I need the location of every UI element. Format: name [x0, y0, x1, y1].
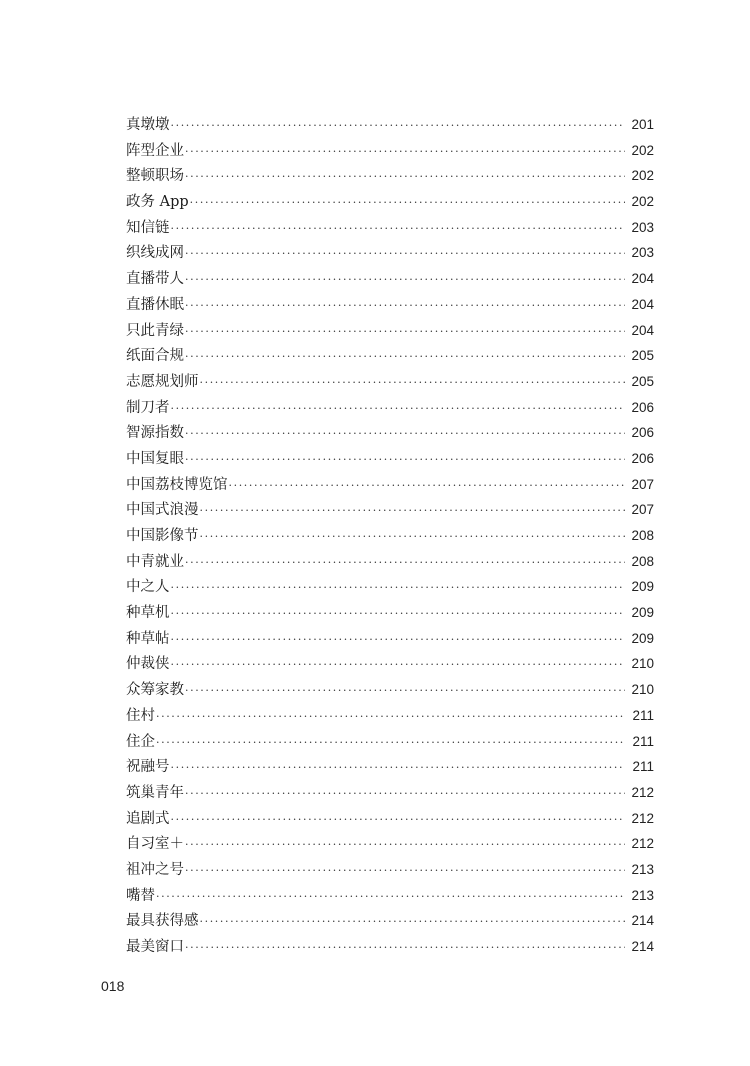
toc-entry-title: 只此青绿	[126, 322, 184, 339]
toc-entry-page-number: 201	[631, 117, 654, 132]
toc-entry-page-number: 212	[631, 810, 654, 826]
toc-entry	[126, 189, 654, 215]
toc-entry-page-number: 202	[631, 168, 654, 184]
dot-leader	[171, 396, 626, 422]
toc-entry-page-number: 208	[631, 528, 654, 543]
dot-leader	[185, 241, 625, 267]
dot-leader	[171, 627, 626, 653]
toc-entry-page-number: 205	[631, 373, 654, 389]
toc-entry	[126, 420, 654, 446]
toc-entry	[126, 934, 654, 960]
toc-entry-page-number: 207	[631, 476, 654, 492]
toc-entry	[126, 651, 654, 677]
toc-entry	[126, 831, 654, 857]
toc-entry-title: 筑巢青年	[126, 784, 184, 801]
toc-entry	[126, 806, 654, 832]
toc-entry-title: 制刀者	[126, 399, 170, 416]
toc-entry-page-number: 214	[631, 913, 654, 929]
toc-entry-title: 纸面合规	[126, 348, 184, 365]
toc-entry-title: 种草机	[126, 605, 170, 622]
toc-entry-title: 众筹家教	[126, 682, 184, 699]
toc-entry	[126, 163, 654, 189]
dot-leader	[185, 421, 625, 447]
toc-entry	[126, 754, 654, 780]
dot-leader	[200, 498, 626, 524]
toc-entry-title: 仲裁侠	[126, 656, 170, 673]
toc-entry-title: 中国荔枝博览馆	[126, 476, 228, 493]
toc-entry-page-number: 204	[631, 271, 654, 287]
toc-entry-title: 自习室＋	[126, 836, 184, 853]
toc-entry	[126, 703, 654, 729]
dot-leader	[185, 550, 625, 576]
toc-entry	[126, 729, 654, 755]
dot-leader	[200, 524, 626, 550]
toc-entry-page-number: 213	[631, 887, 654, 903]
toc-entry	[126, 472, 654, 498]
dot-leader	[190, 190, 625, 216]
dot-leader	[171, 807, 626, 833]
toc-entry-page-number: 206	[631, 450, 654, 466]
dot-leader	[171, 652, 626, 678]
toc-entry	[126, 908, 654, 934]
dot-leader	[171, 601, 626, 627]
toc-entry	[126, 292, 654, 318]
toc-entry	[126, 549, 654, 575]
toc-entry	[126, 369, 654, 395]
toc-entry-page-number: 202	[631, 142, 654, 158]
toc-entry-page-number: 209	[631, 630, 654, 646]
toc-entry	[126, 626, 654, 652]
dot-leader	[185, 293, 625, 319]
page-number: 018	[101, 978, 125, 994]
toc-entry-title: 种草帖	[126, 630, 170, 647]
toc-entry	[126, 523, 654, 549]
dot-leader	[185, 447, 625, 473]
toc-entry	[126, 240, 654, 266]
toc-entry-title: 中之人	[126, 579, 170, 596]
toc-entry-page-number: 214	[631, 939, 654, 954]
toc-entry-title: 中国式浪漫	[126, 502, 199, 519]
toc-entry	[126, 497, 654, 523]
toc-entry	[126, 446, 654, 472]
dot-leader	[229, 473, 626, 499]
dot-leader	[185, 832, 625, 858]
dot-leader	[171, 575, 626, 601]
toc-entry-title: 最美窗口	[126, 939, 184, 955]
dot-leader	[185, 164, 625, 190]
toc-entry-page-number: 209	[631, 579, 654, 595]
dot-leader	[171, 216, 626, 242]
toc-entry-title: 祝融号	[126, 759, 170, 776]
toc-entry-page-number: 209	[631, 605, 654, 621]
dot-leader	[200, 909, 626, 935]
dot-leader	[156, 704, 625, 730]
toc-entry-title: 嘴替	[126, 887, 155, 904]
dot-leader	[185, 344, 625, 370]
toc-entry-title: 真墩墩	[126, 117, 170, 133]
toc-entry-page-number: 206	[631, 425, 654, 441]
toc-entry	[126, 883, 654, 909]
dot-leader	[185, 781, 625, 807]
dot-leader	[156, 884, 625, 910]
toc-entry-title: 智源指数	[126, 425, 184, 442]
toc-entry-title: 中青就业	[126, 553, 184, 570]
toc-entry-page-number: 211	[632, 733, 654, 749]
toc-entry-title: 直播带人	[126, 271, 184, 288]
dot-leader	[171, 755, 626, 781]
toc-entry-page-number: 207	[631, 502, 654, 518]
toc-entry	[126, 318, 654, 344]
toc-entry-title: 政务 App	[126, 194, 189, 211]
toc-entry-page-number: 204	[631, 296, 654, 312]
toc-entry-title: 中国复眼	[126, 450, 184, 467]
dot-leader	[185, 935, 625, 961]
dot-leader	[171, 113, 626, 139]
toc-entry-title: 最具获得感	[126, 913, 199, 930]
toc-entry-page-number: 212	[631, 836, 654, 852]
toc-entry-page-number: 212	[631, 784, 654, 800]
table-of-contents	[126, 112, 654, 960]
toc-entry	[126, 343, 654, 369]
toc-entry-title: 住企	[126, 733, 155, 750]
toc-entry-page-number: 210	[631, 682, 654, 698]
toc-entry-title: 阵型企业	[126, 142, 184, 159]
toc-entry-page-number: 202	[631, 194, 654, 210]
toc-entry	[126, 138, 654, 164]
dot-leader	[185, 319, 625, 345]
dot-leader	[200, 370, 626, 396]
toc-entry	[126, 574, 654, 600]
dot-leader	[185, 267, 625, 293]
toc-entry	[126, 857, 654, 883]
toc-entry-title: 知信链	[126, 219, 170, 236]
toc-entry-page-number: 210	[631, 656, 654, 672]
toc-entry-page-number: 203	[631, 219, 654, 235]
toc-entry	[126, 395, 654, 421]
toc-entry	[126, 780, 654, 806]
toc-entry-title: 住村	[126, 707, 155, 724]
toc-entry-page-number: 211	[632, 707, 654, 723]
toc-entry-page-number: 208	[631, 553, 654, 569]
toc-entry-page-number: 205	[631, 348, 654, 364]
toc-entry-page-number: 213	[631, 861, 654, 877]
toc-entry-title: 中国影像节	[126, 528, 199, 544]
toc-entry	[126, 215, 654, 241]
dot-leader	[185, 678, 625, 704]
toc-entry-title: 追剧式	[126, 810, 170, 827]
toc-entry-page-number: 203	[631, 245, 654, 261]
toc-entry-title: 祖冲之号	[126, 861, 184, 878]
dot-leader	[156, 730, 625, 756]
toc-entry-page-number: 204	[631, 322, 654, 338]
toc-entry-title: 织线成网	[126, 245, 184, 262]
dot-leader	[185, 858, 625, 884]
toc-entry-page-number: 211	[632, 759, 654, 775]
toc-entry-page-number: 206	[631, 399, 654, 415]
dot-leader	[185, 139, 625, 165]
toc-entry-title: 志愿规划师	[126, 373, 199, 390]
toc-entry	[126, 677, 654, 703]
toc-entry-title: 整顿职场	[126, 168, 184, 185]
toc-entry-title: 直播休眠	[126, 296, 184, 313]
toc-entry	[126, 112, 654, 138]
toc-entry	[126, 600, 654, 626]
toc-entry	[126, 266, 654, 292]
